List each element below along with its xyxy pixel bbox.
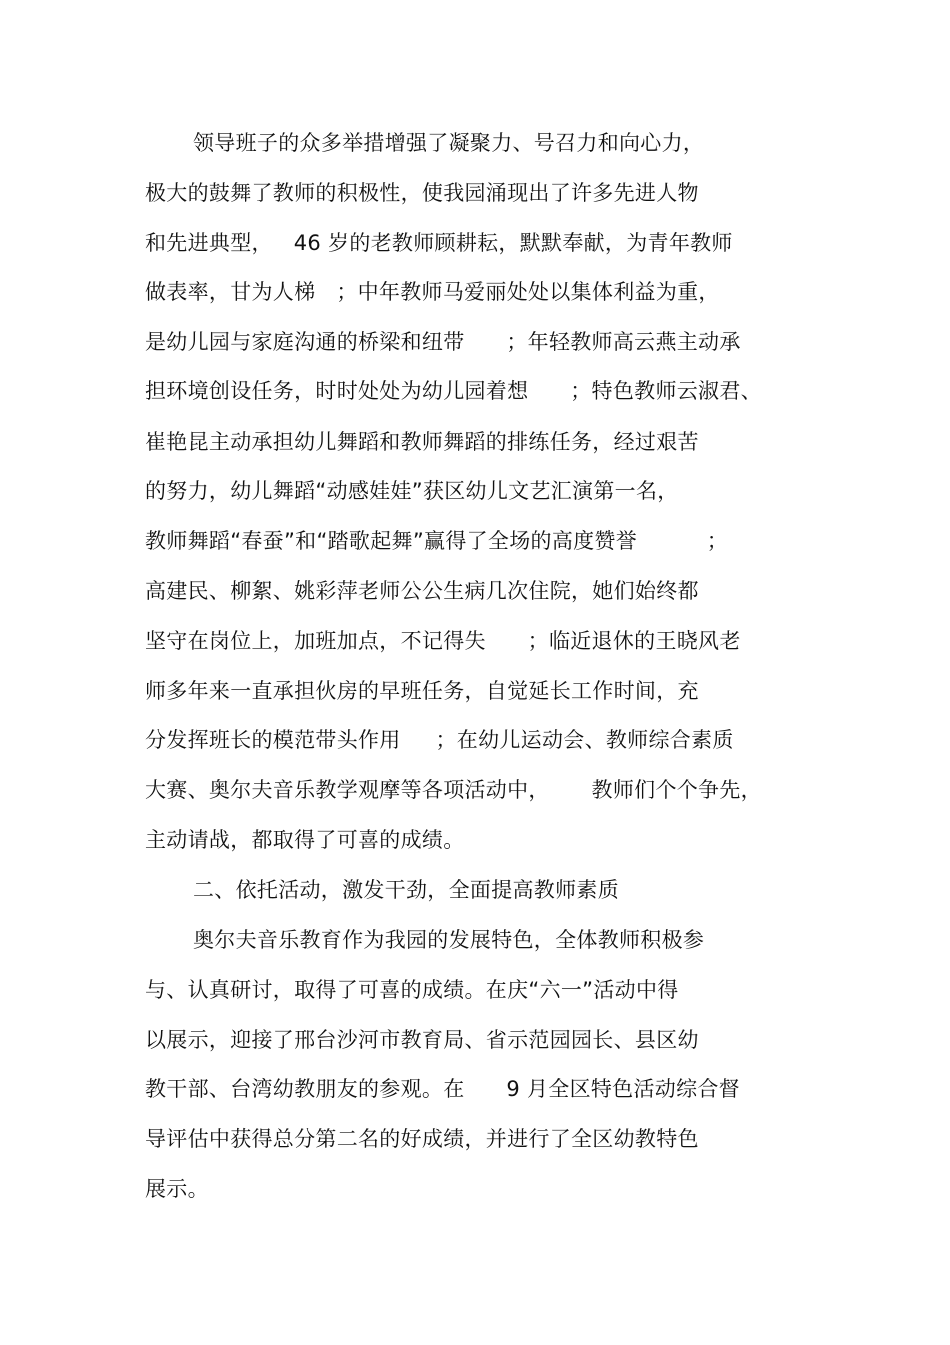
text-line: 做表率，甘为人梯 ；中年教师马爱丽处处以集体利益为重，: [145, 280, 720, 304]
text-line: 崔艳昆主动承担幼儿舞蹈和教师舞蹈的排练任务，经过艰苦: [145, 430, 699, 454]
text-line: 主动请战，都取得了可喜的成绩。: [145, 828, 465, 852]
text-line: 的努力，幼儿舞蹈“动感娃娃”获区幼儿文艺汇演第一名，: [145, 479, 679, 503]
text-line: 坚守在岗位上，加班加点，不记得失 ；临近退休的王晓风老: [145, 629, 741, 653]
text-line: 担环境创设任务，时时处处为幼儿园着想 ；特色教师云淑君、: [145, 379, 762, 403]
text-line: 师多年来一直承担伙房的早班任务，自觉延长工作时间，充: [145, 679, 699, 703]
text-line: 教干部、台湾幼教朋友的参观。在 9 月全区特色活动综合督: [145, 1077, 740, 1101]
text-line: 以展示，迎接了邢台沙河市教育局、省示范园园长、县区幼: [145, 1028, 699, 1052]
text-line: 分发挥班长的模范带头作用 ；在幼儿运动会、教师综合素质: [145, 728, 734, 752]
text-line: 大赛、奥尔夫音乐教学观摩等各项活动中， 教师们个个争先，: [145, 778, 762, 802]
text-line: 展示。: [145, 1177, 209, 1201]
text-line: 极大的鼓舞了教师的积极性，使我园涌现出了许多先进人物: [145, 181, 699, 205]
text-line: 导评估中获得总分第二名的好成绩，并进行了全区幼教特色: [145, 1127, 699, 1151]
text-line: 高建民、柳絮、姚彩萍老师公公生病几次住院，她们始终都: [145, 579, 699, 603]
text-line: 领导班子的众多举措增强了凝聚力、号召力和向心力，: [193, 131, 705, 155]
text-line: 是幼儿园与家庭沟通的桥梁和纽带 ；年轻教师高云燕主动承: [145, 330, 741, 354]
text-line: 和先进典型， 46 岁的老教师顾耕耘，默默奉献，为青年教师: [145, 231, 733, 255]
text-line: 奥尔夫音乐教育作为我园的发展特色，全体教师积极参: [193, 928, 705, 952]
text-line: 教师舞蹈“春蚕”和“踏歌起舞”赢得了全场的高度赞誉 ；: [145, 529, 729, 553]
section-heading: 二、依托活动，激发干劲，全面提高教师素质: [193, 878, 619, 902]
text-line: 与、认真研讨，取得了可喜的成绩。在庆“六一”活动中得: [145, 978, 679, 1002]
